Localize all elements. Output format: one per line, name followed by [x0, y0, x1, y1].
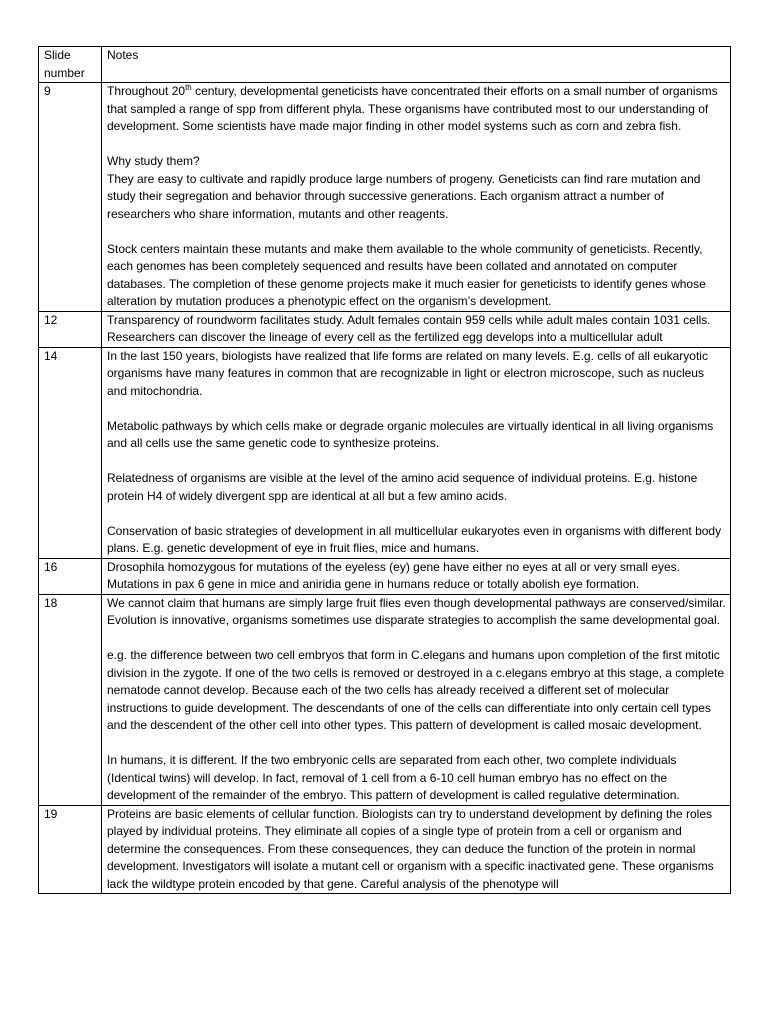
table-row	[39, 311, 731, 347]
note-text: e.g. the difference between two cell embryos that form in C.elegans and humans upon completion of the first mitotic division in the zygote. If one of the two cells is removed or destroyed in a c.elegans embryo at this stage, a complete nematode cannot develop. Because each of the two cells has already received a different set of molecular instructions to guide development. The descendants of one of the cells can differentiate into only certain cell types and the descendent of the other cell into other types. This pattern of development is called mosaic development.	[107, 648, 724, 732]
note-paragraph	[107, 752, 727, 805]
note-text: They are easy to cultivate and rapidly produce large numbers of progeny. Geneticists can find rare mutation and study their segregation and behavior through successive generations. Each organism attract a number of researchers who share information, mutants and other reagents.	[107, 171, 701, 221]
table-row	[39, 594, 731, 805]
paragraph-gap	[107, 505, 727, 523]
note-text: In the last 150 years, biologists have realized that life forms are related on many levels. E.g. cells of all eukaryotic organisms have many features in common that are recognizable in light or electron microscope, such as nucleus and mitochondria.	[107, 348, 708, 398]
note-text: Conservation of basic strategies of development in all multicellular eukaryotes even in organisms with different body plans. E.g. genetic development of eye in fruit flies, mice and humans.	[107, 523, 722, 555]
note-paragraph	[107, 418, 727, 453]
note-paragraph	[107, 647, 727, 735]
note-text: Throughout 20	[107, 84, 186, 98]
note-paragraph	[107, 83, 727, 136]
table-row	[39, 558, 731, 594]
note-paragraph	[107, 470, 727, 505]
note-text: century, developmental geneticists have concentrated their efforts on a small number of organisms that sampled a range of spp from different phyla. These organisms have contributed most to our understanding of development. Some scientists have made major finding in other model systems such as corn and zebra fish.	[107, 84, 718, 133]
paragraph-gap	[107, 453, 727, 471]
table-row	[39, 347, 731, 558]
paragraph-gap	[107, 136, 727, 154]
note-text: Proteins are basic elements of cellular function. Biologists can try to understand development by defining the roles played by individual proteins. They eliminate all copies of a single type of protein from a cell or organism and determine the consequences. From these consequences, they can deduce the function of the protein in normal development. Investigators will isolate a mutant cell or organism with a specific inactivated gene. These organisms lack the wildtype protein encoded by that gene. Careful analysis of the phenotype will	[107, 806, 714, 891]
slide-number-cell: 9	[39, 83, 102, 312]
notes-cell	[102, 805, 731, 894]
note-paragraph	[107, 595, 727, 630]
header-slide-number: Slide number	[39, 47, 102, 83]
note-paragraph	[107, 348, 727, 401]
paragraph-gap	[107, 735, 727, 753]
note-text: In humans, it is different. If the two embryonic cells are separated from each other, two complete individuals (Identical twins) will develop. In fact, removal of 1 cell from a 6-10 cell human embryo has no effect on the development of the remainder of the embryo. This pattern of development is called regulative determination.	[107, 753, 680, 802]
note-text: Metabolic pathways by which cells make or degrade organic molecules are virtually identical in all living organisms and all cells use the same genetic code to synthesize proteins.	[107, 418, 714, 450]
notes-cell	[102, 83, 731, 312]
notes-cell	[102, 594, 731, 805]
notes-table-body	[39, 47, 731, 894]
note-text: Transparency of roundworm facilitates study. Adult females contain 959 cells while adult males contain 1031 cells. Researchers can discover the lineage of every cell as the fertilized egg develops into a multicellular adult	[107, 312, 711, 344]
notes-cell	[102, 347, 731, 558]
notes-cell	[102, 558, 731, 594]
note-text: Drosophila homozygous for mutations of the eyeless (ey) gene have either no eyes at all or very small eyes. Mutations in pax 6 gene in mice and aniridia gene in humans reduce or totally abolish eye formation.	[107, 559, 680, 591]
paragraph-gap	[107, 223, 727, 241]
header-notes: Notes	[102, 47, 731, 83]
note-paragraph	[107, 241, 727, 311]
note-paragraph	[107, 153, 727, 223]
note-text: Relatedness of organisms are visible at the level of the amino acid sequence of individual proteins. E.g. histone protein H4 of widely divergent spp are identical at all but a few amino acids.	[107, 471, 698, 503]
note-text: Why study them?	[107, 154, 200, 168]
note-paragraph	[107, 312, 727, 347]
slide-number-cell: 12	[39, 311, 102, 347]
paragraph-gap	[107, 400, 727, 418]
table-header-row	[39, 47, 731, 83]
paragraph-gap	[107, 630, 727, 648]
slide-number-cell: 19	[39, 805, 102, 894]
note-paragraph	[107, 806, 727, 894]
slide-number-cell: 14	[39, 347, 102, 558]
note-paragraph	[107, 523, 727, 558]
document-page	[38, 46, 730, 894]
note-text: Stock centers maintain these mutants and make them available to the whole community of geneticists. Recently, each genomes has been completely sequenced and results have been collated and annotated on computer databases. The completion of these genome projects make it much easier for geneticists to identify genes whose alteration by mutation produces a phenotypic effect on the organism’s development.	[107, 241, 706, 308]
table-row	[39, 83, 731, 312]
notes-cell	[102, 311, 731, 347]
note-paragraph	[107, 559, 727, 594]
slide-notes-table	[38, 46, 731, 894]
slide-number-cell: 16	[39, 558, 102, 594]
note-text: We cannot claim that humans are simply large fruit flies even though developmental pathways are conserved/similar. Evolution is innovative, organisms sometimes use disparate strategies to accomplish the same developmental goal.	[107, 595, 726, 627]
note-superscript: th	[185, 83, 192, 92]
table-row	[39, 805, 731, 894]
slide-number-cell: 18	[39, 594, 102, 805]
